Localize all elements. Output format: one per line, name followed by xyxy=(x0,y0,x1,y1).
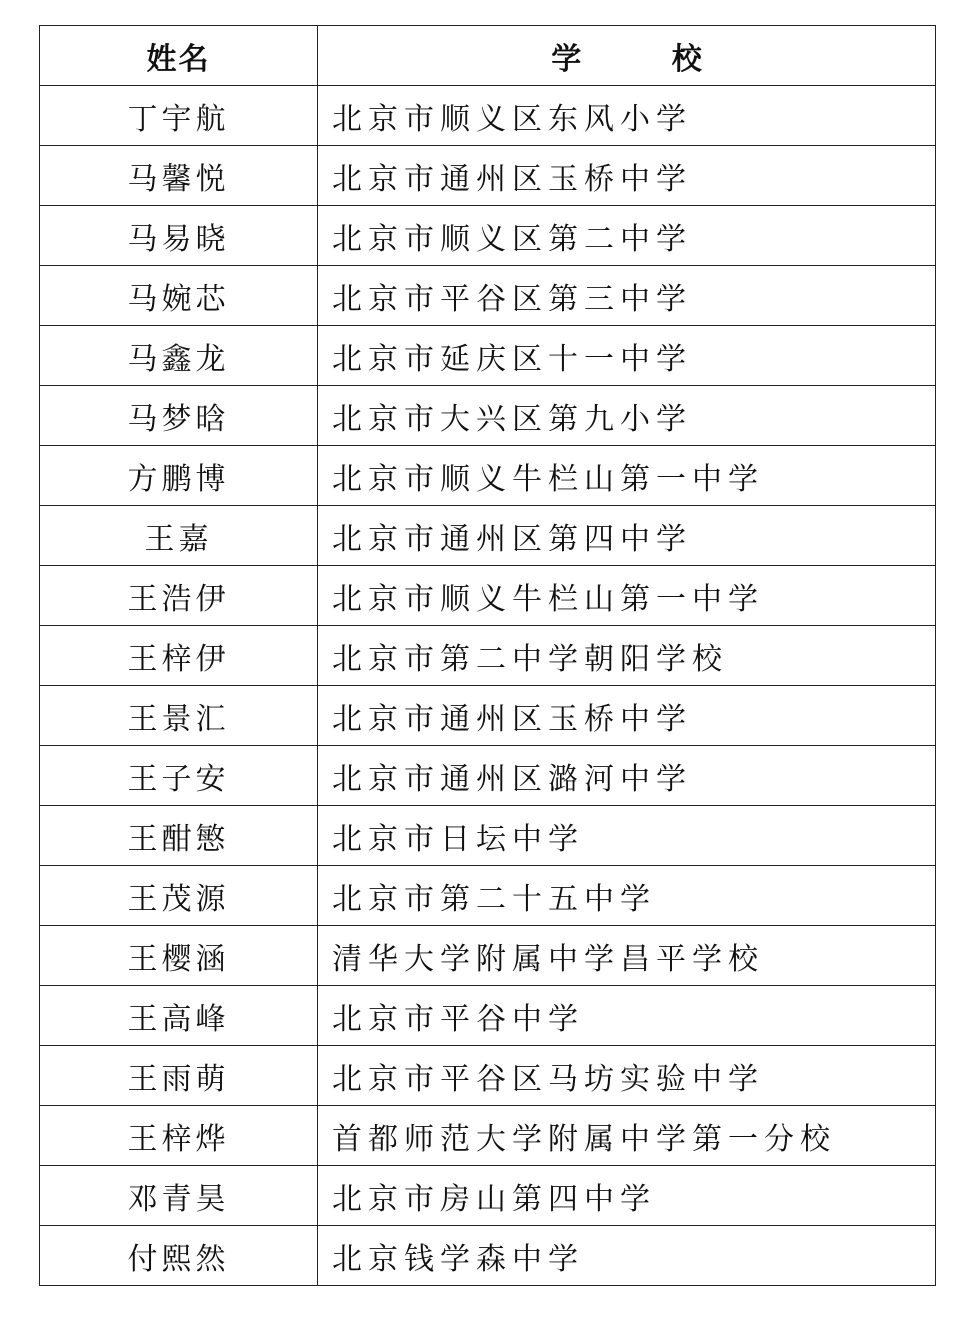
school-name-cell: 北京市通州区潞河中学 xyxy=(318,746,936,806)
table-row xyxy=(40,1226,936,1286)
school-name-cell: 北京市房山第四中学 xyxy=(318,1166,936,1226)
table-header-row xyxy=(40,26,936,86)
table-row xyxy=(40,806,936,866)
school-name-cell: 北京市顺义区第二中学 xyxy=(318,206,936,266)
table-row xyxy=(40,506,936,566)
school-name-cell: 北京市第二中学朝阳学校 xyxy=(318,626,936,686)
student-name-cell: 方鹏博 xyxy=(40,446,318,506)
table-row xyxy=(40,1046,936,1106)
school-name-cell: 北京市通州区玉桥中学 xyxy=(318,146,936,206)
school-name-cell: 北京市第二十五中学 xyxy=(318,866,936,926)
table-row xyxy=(40,446,936,506)
table-row xyxy=(40,146,936,206)
header-name: 姓名 xyxy=(40,26,318,86)
student-name-cell: 王景汇 xyxy=(40,686,318,746)
school-name-cell: 北京市延庆区十一中学 xyxy=(318,326,936,386)
table-row xyxy=(40,626,936,686)
student-name-cell: 王雨萌 xyxy=(40,1046,318,1106)
header-school: 学 校 xyxy=(318,26,936,86)
school-name-cell: 北京市日坛中学 xyxy=(318,806,936,866)
school-name-cell: 北京市平谷中学 xyxy=(318,986,936,1046)
table-row xyxy=(40,986,936,1046)
school-name-cell: 清华大学附属中学昌平学校 xyxy=(318,926,936,986)
school-name-cell: 北京市顺义牛栏山第一中学 xyxy=(318,446,936,506)
school-name-cell: 北京市通州区玉桥中学 xyxy=(318,686,936,746)
school-name-cell: 北京市平谷区第三中学 xyxy=(318,266,936,326)
student-name-cell: 丁宇航 xyxy=(40,86,318,146)
school-name-cell: 北京市平谷区马坊实验中学 xyxy=(318,1046,936,1106)
student-name-cell: 王樱涵 xyxy=(40,926,318,986)
table-body xyxy=(40,86,936,1286)
student-school-table xyxy=(39,25,936,1286)
student-name-cell: 王梓烨 xyxy=(40,1106,318,1166)
table-row xyxy=(40,926,936,986)
student-name-cell: 王酣慜 xyxy=(40,806,318,866)
table-row xyxy=(40,566,936,626)
school-name-cell: 北京市顺义区东风小学 xyxy=(318,86,936,146)
school-name-cell: 北京市顺义牛栏山第一中学 xyxy=(318,566,936,626)
table-row xyxy=(40,86,936,146)
student-name-cell: 王梓伊 xyxy=(40,626,318,686)
school-name-cell: 北京市通州区第四中学 xyxy=(318,506,936,566)
student-name-cell: 马鑫龙 xyxy=(40,326,318,386)
table-row xyxy=(40,266,936,326)
student-name-cell: 马梦晗 xyxy=(40,386,318,446)
table-row xyxy=(40,686,936,746)
student-name-cell: 马馨悦 xyxy=(40,146,318,206)
student-name-cell: 马易晓 xyxy=(40,206,318,266)
student-name-cell: 付熙然 xyxy=(40,1226,318,1286)
student-name-cell: 王茂源 xyxy=(40,866,318,926)
school-name-cell: 首都师范大学附属中学第一分校 xyxy=(318,1106,936,1166)
student-name-cell: 邓青昊 xyxy=(40,1166,318,1226)
table-row xyxy=(40,386,936,446)
student-name-cell: 王子安 xyxy=(40,746,318,806)
student-name-cell: 王高峰 xyxy=(40,986,318,1046)
table-row xyxy=(40,206,936,266)
student-name-cell: 王嘉 xyxy=(40,506,318,566)
table-row xyxy=(40,746,936,806)
student-name-cell: 马婉芯 xyxy=(40,266,318,326)
table-row xyxy=(40,866,936,926)
table-row xyxy=(40,1166,936,1226)
table-row xyxy=(40,326,936,386)
table-row xyxy=(40,1106,936,1166)
school-name-cell: 北京市大兴区第九小学 xyxy=(318,386,936,446)
student-name-cell: 王浩伊 xyxy=(40,566,318,626)
school-name-cell: 北京钱学森中学 xyxy=(318,1226,936,1286)
